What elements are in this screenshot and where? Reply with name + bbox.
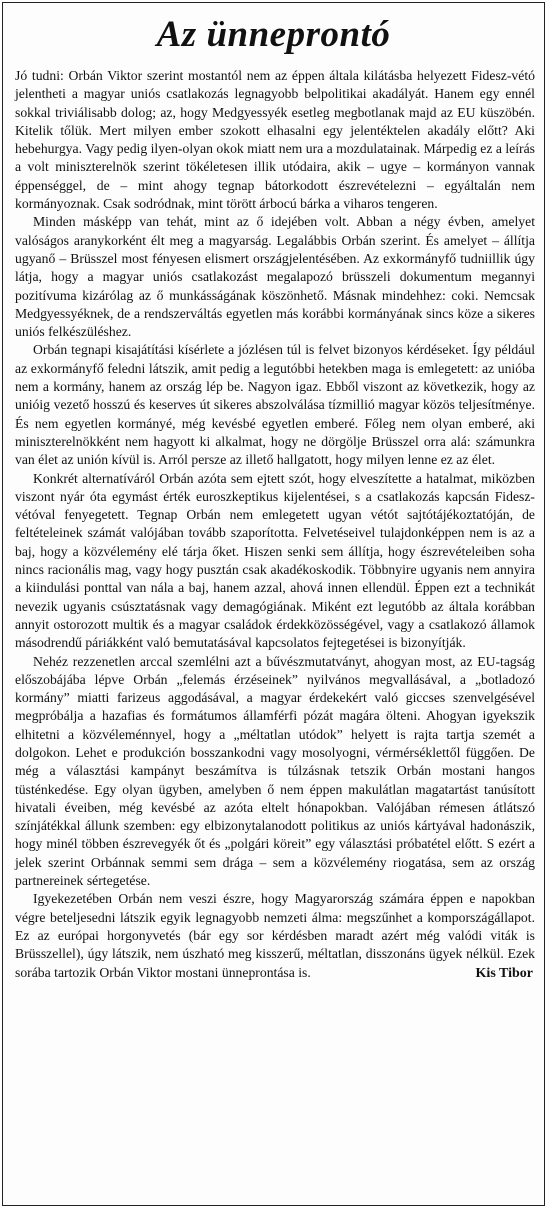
paragraph: Konkrét alternatíváról Orbán azóta sem ejtett szót, hogy elveszítette a hatalmat, miközben viszont nyár óta egymást érték euroszkeptikus kijelentései, s a csatlakozás kapcsán Fidesz-vétóval fenyegetett. Tegnap Orbán nem emlegetett ugyan vétót sajtótájékoztatóján, de feltételeinek számát valójában tovább szaporította. Felvetéseivel tulajdonképpen nem is az a baj, hogy a közvélemény elé tárja őket. Hiszen senki sem állítja, hogy észrevételeiben soha nincs racionális mag, vagy hogy pusztán csak akadékoskodik. Többnyire ugyanis nem annyira a kiindulási ponttal van nála a baj, hanem azzal, ahová innen ellendül. Éppen ezt a technikát nevezik ugyanis csúsztatásnak vagy demagógiának. Miként ezt legutóbb az általa korábban annyit ostorozott multik és a magyar családok érdekközösségével, vagy a csatlakozó államok másodrendű páriákként való bemutatásával kapcsolatos fejtegetései is bizonyítják. [15, 470, 535, 651]
paragraph: Jó tudni: Orbán Viktor szerint mostantól nem az éppen általa kilátásba helyezett Fidesz-vétó jelentheti a magyar uniós csatlakozás legnagyobb belpolitikai akadályát. Hanem egy ennél sokkal triviálisabb dolog; az, hogy Medgyessyék esetleg megbotlanak majd az EU küszöbén. Kitelik tőlük. Mert milyen ember szokott elhasalni egy jelentéktelen akadály előtt? Aki hebehurgya. Vagy pedig ilyen-olyan okok miatt nem ura a mozdulatainak. Márpedig ez a leírás a volt miniszterelnök szerint tökéletesen illik utódaira, akik – ugye – kormányon vannak éppenséggel, de – mint ahogy tegnap bátorkodott észrevételezni – egyáltalán nem kormányoznak. Csak sodródnak, mint törött árbocú bárka a viharos tengeren. [15, 68, 535, 212]
article-page [2, 2, 545, 1206]
article-title: Az ünneprontó [156, 14, 391, 55]
paragraph: Orbán tegnapi kisajátítási kísérlete a józlésen túl is felvet bizonyos kérdéseket. Így például az exkormányfő feledni látszik, amit pedig a legutóbbi hetekben maga is emlegetett: az unióba nem a kormány, hanem az ország lép be. Nagyon igaz. Ebből viszont az következik, hogy az unióig vezető hosszú és keserves út sikeres abszolválása tízmillió magyar közös teljesítménye. És nem egyetlen kormányé, még kevésbé egyetlen emberé. Főleg nem olyan emberé, aki miniszterelnökként nem hagyott ki alkalmat, hogy ne dörgölje Brüsszel orra alá: számunkra van élet az unión kívül is. Arról persze az illető hallgatott, hogy milyen lenne ez az élet. [15, 342, 535, 468]
paragraph: Minden másképp van tehát, mint az ő idejében volt. Abban a négy évben, amelyet valóságos aranykorként élt meg a magyarság. Legalábbis Orbán szerint. És amelyet – állítja ugyanő – Brüsszel most fényesen elismert országjelentésében. Az exkormányfő tudniillik úgy látja, hogy a magyar uniós csatlakozást megalapozó brüsszeli dokumentum megannyi pozitívuma kizárólag az ő munkásságának köszönhető. Másnak mindehhez: coki. Nemcsak Medgyessyéknek, de a rendszerváltás egyetlen más korábbi kormányának sincs köze a sikeres uniós felkészüléshez. [15, 214, 535, 340]
paragraph: Nehéz rezzenetlen arccal szemlélni azt a bűvészmutatványt, ahogyan most, az EU-tagság előszobájába lépve Orbán „felemás érzéseinek” nyilvános megvallásával, a „botladozó kormány” miatti farizeus aggodásával, a magyar érdekekért való giccses szenvelgésével megpróbálja a hazafias és formátumos államférfi pózát magára ölteni. Ahogyan igyekszik elhitetni a közvéleménnyel, hogy a „méltatlan utódok” helyett is rajta tartja szemét a dolgokon. Lehet e produkción bosszankodni vagy mosolyogni, vérmérséklettől függően. De még a választási kampányt beszámítva is túlzásnak tetszik Orbán mostani hangos tüsténkedése. Egy olyan ügyben, amelyben ő nem éppen makulátlan magatartást tanúsított hivatali éveiben, még kevésbé az azóta eltelt hónapokban. Valójában rémesen átlátszó színjátékkal állunk szemben: egy elbizonytalanodott politikus az uniós kártyával hadonászik, hogy minél többen észrevegyék őt és „polgári köreit” egy választási próbatétel előtt. S ezért a jelek szerint Orbánnak semmi sem drága – sem a közvélemény riogatása, sem az ország partnereinek sértegetése. [15, 653, 535, 889]
paragraph: Igyekezetében Orbán nem veszi észre, hogy Magyarország számára éppen e napokban végre beteljesedni látszik egyik legnagyobb nemzeti álma: megszűnhet a kompországállapot. Ez az európai horgonyvetés (bár egy sor kérdésben maradt azért még valódi viták is Brüsszellel), úgy látszik, nem úszható meg kisszerű, méltatlan, disszonáns ügyek nélkül. Ezek sorába tartozik Orbán Viktor mostani ünneprontása is. [15, 891, 535, 980]
article-body [15, 67, 535, 983]
author-byline: Kis Tibor [475, 965, 533, 981]
